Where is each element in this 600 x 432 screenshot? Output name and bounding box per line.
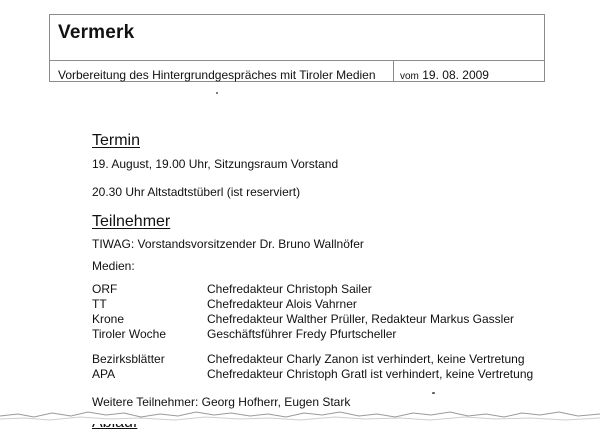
header-box [49, 14, 545, 82]
header-title-cell [50, 15, 544, 61]
termin-section [92, 157, 592, 200]
media-table [92, 282, 592, 382]
document-subject: Vorbereitung des Hintergrundgespräches mit Tiroler Medien [58, 68, 376, 82]
termin-heading: Termin [92, 132, 141, 149]
document-date [400, 68, 489, 82]
document-title: Vermerk [58, 22, 135, 43]
media-gap [92, 342, 592, 352]
media-person: Chefredakteur Christoph Gratl ist verhindert, keine Vertretung [207, 367, 534, 381]
media-outlet: ORF [92, 282, 118, 296]
tiwag-participant: TIWAG: Vorstandsvorsitzender Dr. Bruno Wallnöfer [92, 237, 364, 251]
media-person: Chefredakteur Christoph Sailer [207, 282, 372, 296]
date-value: 19. 08. 2009 [422, 68, 489, 82]
media-row [92, 327, 592, 342]
media-person: Chefredakteur Alois Vahrner [207, 297, 357, 311]
media-row [92, 367, 592, 382]
media-person: Chefredakteur Walther Prüller, Redakteur Markus Gassler [207, 312, 515, 326]
media-outlet: Bezirksblätter [92, 352, 165, 366]
torn-page-edge [0, 400, 600, 424]
media-person: Geschäftsführer Fredy Pfurtscheller [207, 327, 397, 341]
media-person: Chefredakteur Charly Zanon ist verhindert, keine Vertretung [207, 352, 525, 366]
media-row [92, 297, 592, 312]
media-row [92, 282, 592, 297]
media-row [92, 352, 592, 367]
scan-speck [216, 92, 218, 94]
media-outlet: APA [92, 367, 116, 381]
media-outlet: Tiroler Woche [92, 327, 167, 341]
document-body [92, 132, 592, 410]
date-prefix: vom [400, 71, 419, 82]
media-row [92, 312, 592, 327]
termin-line: 19. August, 19.00 Uhr, Sitzungsraum Vorstand [92, 157, 339, 171]
media-outlet: Krone [92, 312, 125, 326]
media-outlet: TT [92, 297, 107, 311]
termin-line: 20.30 Uhr Altstadtstüberl (ist reserviert) [92, 185, 301, 199]
weitere-teilnehmer: Weitere Teilnehmer: Georg Hofherr, Eugen Stark [92, 395, 351, 409]
teilnehmer-heading: Teilnehmer [92, 213, 171, 230]
header-divider [393, 61, 394, 81]
medien-label: Medien: [92, 259, 135, 273]
